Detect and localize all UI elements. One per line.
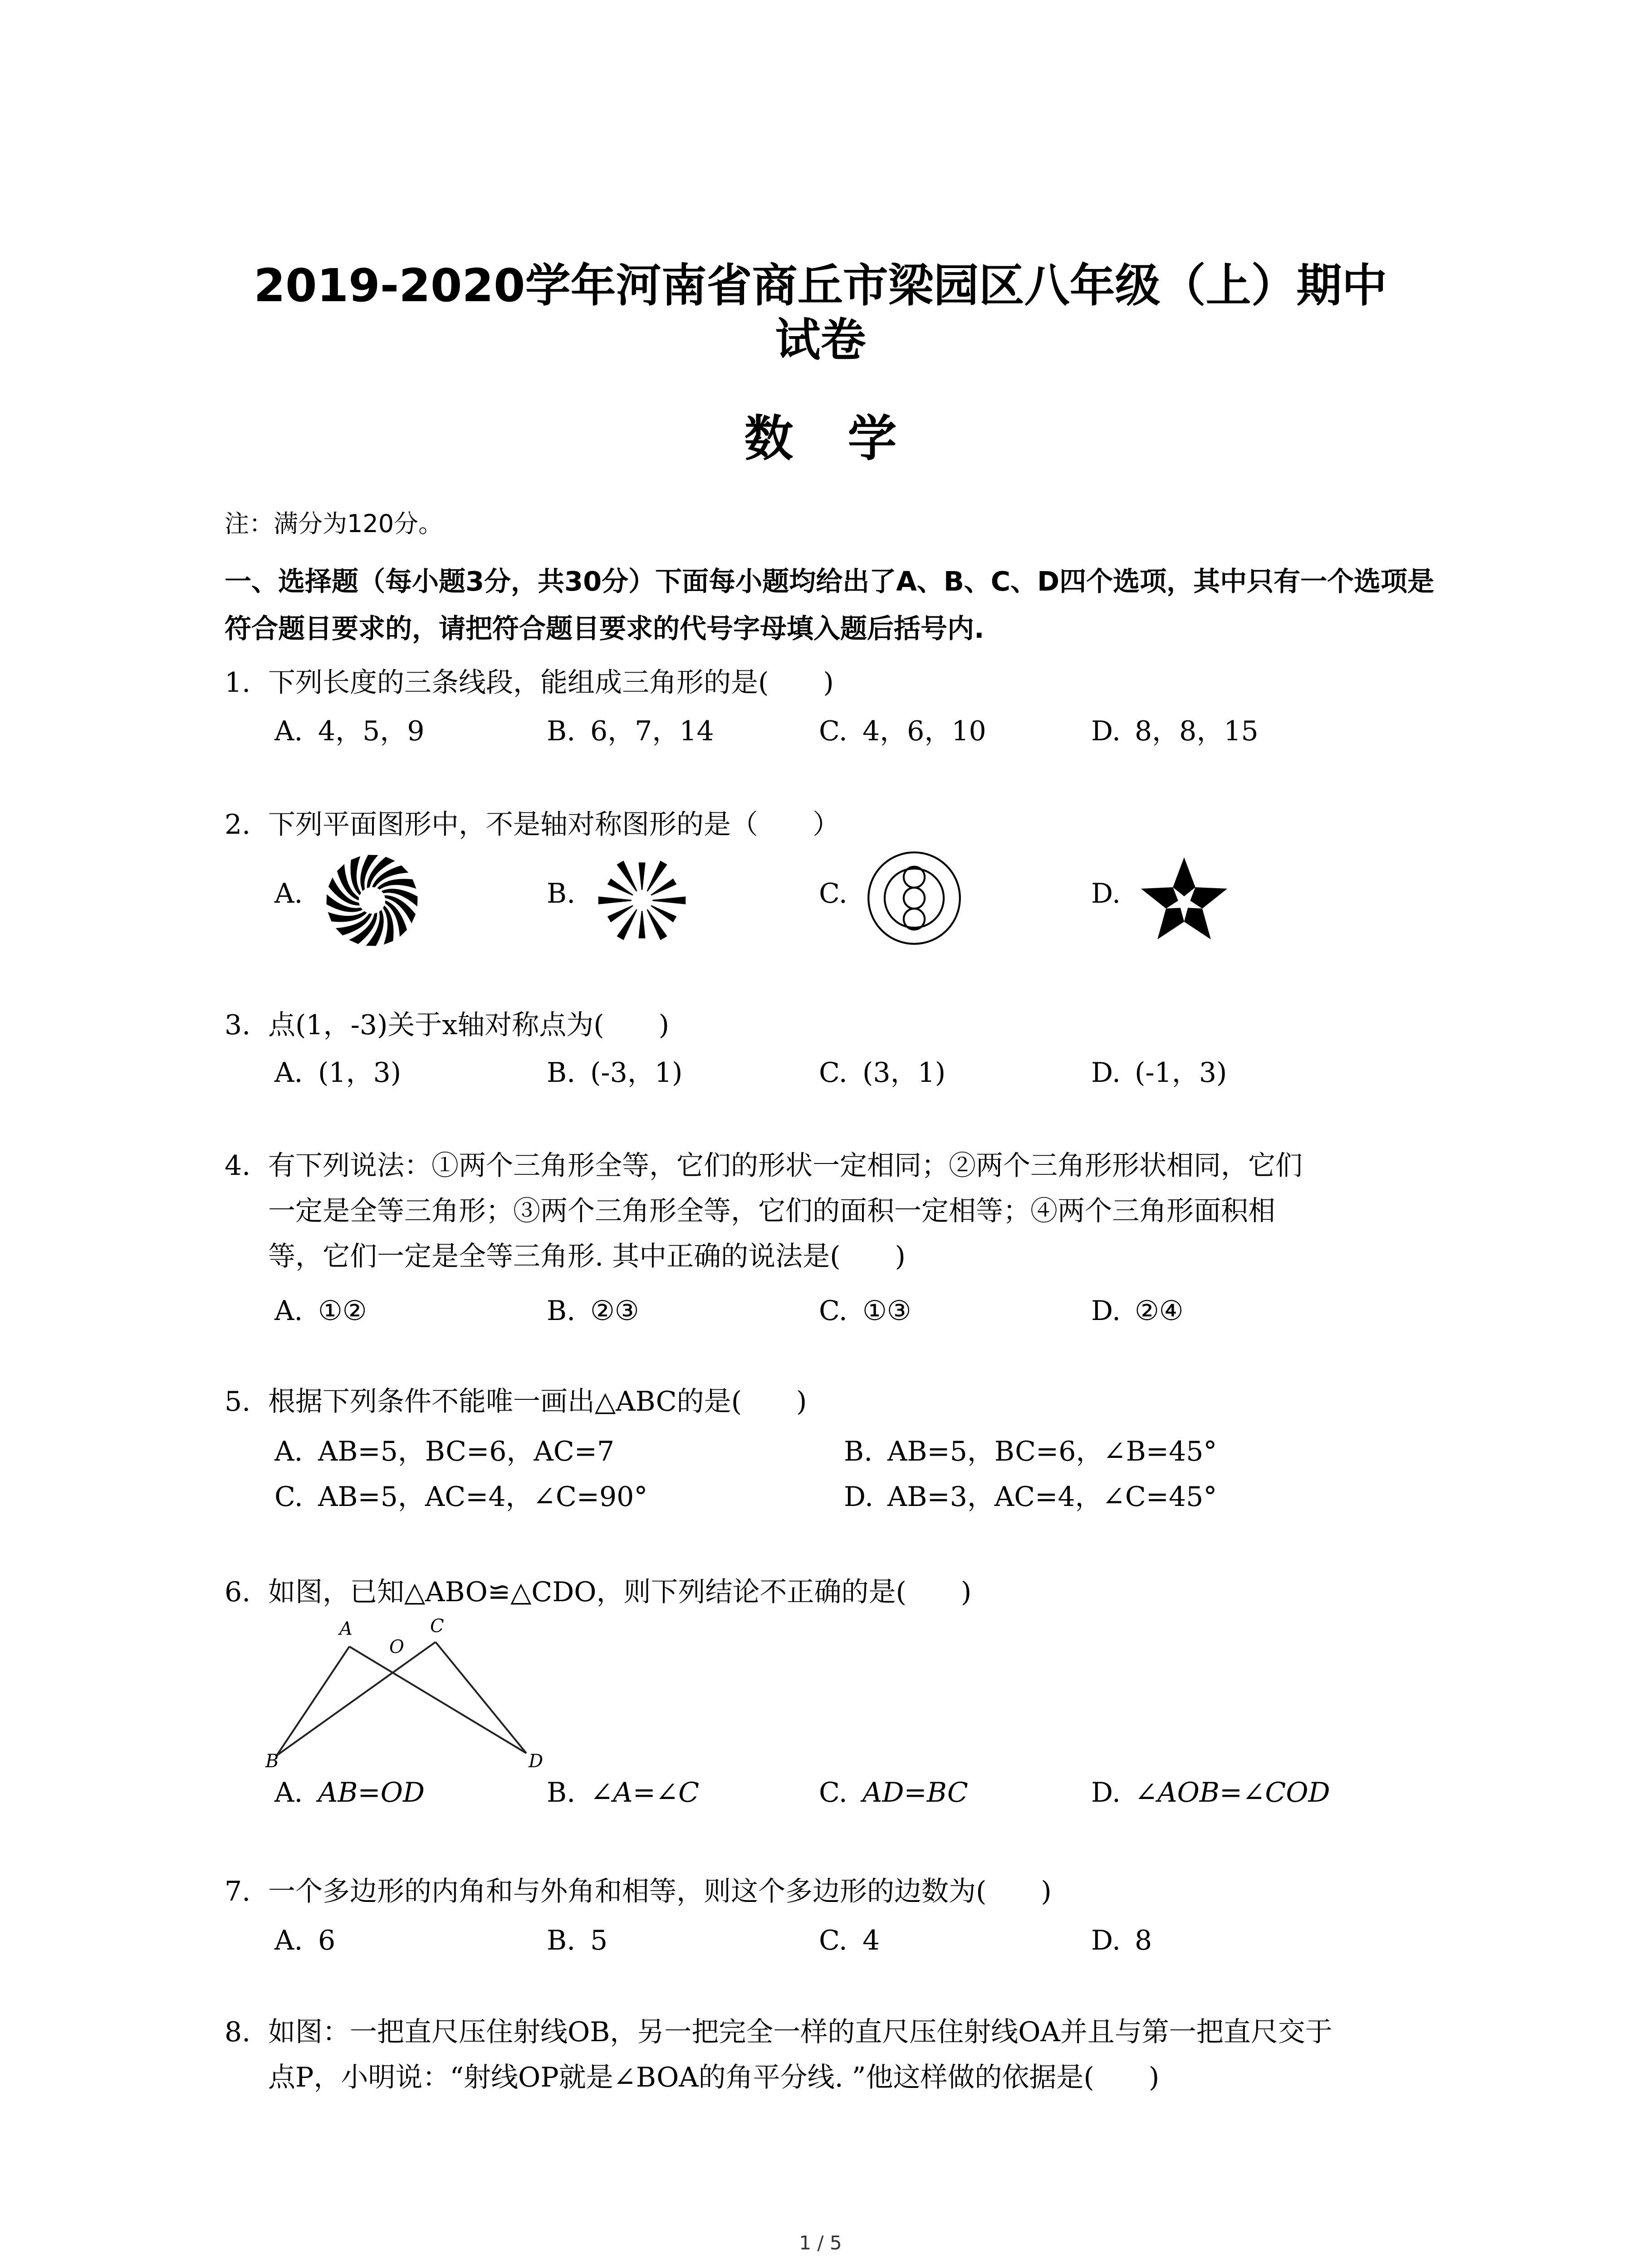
q1-option-b: B. 6，7，14 (547, 715, 714, 747)
spiral-pinwheel-icon (324, 853, 420, 948)
question-5: 5. 根据下列条件不能唯一画出△ABC的是( ) (225, 1386, 807, 1418)
q3-option-b: B. (-3，1) (547, 1057, 683, 1089)
pentagon-star-icon (1134, 855, 1234, 950)
question-number: 1. (225, 667, 251, 699)
question-8: 8. 如图：一把直尺压住射线OB，另一把完全一样的直尺压住射线OA并且与第一把直尺交于 (225, 2016, 1332, 2048)
q6-option-b: B. ∠A=∠C (547, 1777, 700, 1809)
q4-option-c: C. ①③ (819, 1295, 911, 1327)
question-2: 2. 下列平面图形中，不是轴对称图形的是（ ） (225, 809, 840, 841)
nested-circles-icon (867, 850, 962, 946)
figure-label-d: D (529, 1751, 544, 1772)
q1-option-c: C. 4，6，10 (819, 715, 986, 747)
q4-option-d: D. ②④ (1091, 1295, 1184, 1327)
q1-option-a: A. 4，5，9 (274, 715, 425, 747)
q2-option-a-label: A. (274, 878, 303, 909)
starburst-logo-icon (594, 855, 690, 946)
q5-option-b: B. AB=5，BC=6，∠B=45° (844, 1436, 1217, 1467)
subject-heading: 数学 (744, 411, 951, 467)
q4-option-a: A. ①② (274, 1295, 367, 1327)
q6-option-c: C. AD=BC (819, 1777, 968, 1809)
q7-option-b: B. 5 (547, 1925, 608, 1956)
q6-option-d: D. ∠AOB=∠COD (1091, 1777, 1330, 1809)
q3-option-c: C. (3，1) (819, 1057, 946, 1089)
page-number: 1 / 5 (799, 2232, 842, 2254)
question-8-line2: 点P，小明说：“射线OP就是∠BOA的角平分线. ”他这样做的依据是( ) (268, 2062, 1160, 2093)
figure-label-b: B (265, 1751, 279, 1772)
q2-option-d-label: D. (1091, 878, 1121, 909)
question-1 (225, 660, 1459, 705)
figure-label-a: A (339, 1618, 353, 1639)
q2-option-c-label: C. (819, 878, 847, 909)
figure-label-c: C (430, 1616, 444, 1637)
question-6: 6. 如图，已知△ABO≌△CDO，则下列结论不正确的是( ) (225, 1576, 972, 1608)
q7-option-a: A. 6 (274, 1925, 336, 1956)
q1-option-d: D. 8，8，15 (1091, 715, 1259, 747)
figure-label-o: O (389, 1637, 404, 1657)
question-4-line2: 一定是全等三角形；③两个三角形全等，它们的面积一定相等；④两个三角形面积相 (268, 1195, 1275, 1227)
exam-title-line1: 2019-2020学年河南省商丘市梁园区八年级（上）期中 (254, 259, 1387, 312)
triangle-crossing-figure (268, 1633, 549, 1769)
q2-option-b-label: B. (547, 878, 576, 909)
q5-option-d: D. AB=3，AC=4，∠C=45° (844, 1481, 1217, 1513)
q6-option-a: A. AB=OD (274, 1777, 425, 1809)
question-4-line3: 等，它们一定是全等三角形. 其中正确的说法是( ) (268, 1241, 906, 1272)
q7-option-d: D. 8 (1091, 1925, 1152, 1956)
exam-title-line2: 试卷 (775, 313, 866, 367)
question-stem: 下列长度的三条线段，能组成三角形的是( ) (268, 667, 834, 699)
q3-option-d: D. (-1，3) (1091, 1057, 1227, 1089)
q4-option-b: B. ②③ (547, 1295, 639, 1327)
score-note: 注：满分为120分。 (225, 509, 443, 538)
q3-option-a: A. (1，3) (274, 1057, 402, 1089)
section-1-heading: 一、选择题（每小题3分，共30分）下面每小题均给出了A、B、C、D四个选项，其中只有一个选项是符合题目要求的，请把符合题目要求的代号字母填入题后括号内. (225, 566, 1435, 644)
q5-option-a: A. AB=5，BC=6，AC=7 (274, 1436, 615, 1467)
question-4: 4. 有下列说法：①两个三角形全等，它们的形状一定相同；②两个三角形形状相同，它们 (225, 1150, 1303, 1182)
question-7: 7. 一个多边形的内角和与外角和相等，则这个多边形的边数为( ) (225, 1876, 1052, 1907)
q5-option-c: C. AB=5，AC=4，∠C=90° (274, 1481, 648, 1513)
q7-option-c: C. 4 (819, 1925, 880, 1956)
question-3: 3. 点(1，-3)关于x轴对称点为( ) (225, 1009, 670, 1041)
